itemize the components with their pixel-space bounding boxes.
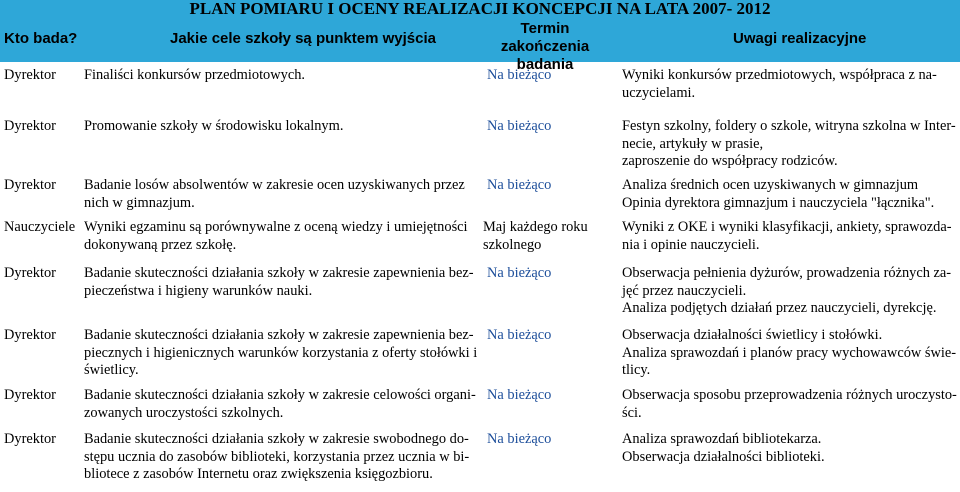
column-header-who: Kto bada?	[4, 30, 78, 47]
column-header-notes: Uwagi realizacyjne	[733, 30, 867, 47]
cell-who: Dyrektor	[4, 177, 56, 193]
cell-who: Nauczyciele	[4, 219, 76, 235]
cell-goal: Badanie skuteczności działania szkoły w zakresie celowości organi- zowanych uroczystości szkolnych.	[84, 387, 476, 421]
cell-term: Na bieżąco	[487, 387, 552, 403]
cell-note: Wyniki konkursów przedmiotowych, współpraca z na- uczycielami.	[622, 67, 937, 101]
cell-who: Dyrektor	[4, 118, 56, 134]
cell-who: Dyrektor	[4, 431, 56, 447]
cell-term: Na bieżąco	[487, 265, 552, 281]
cell-goal: Wyniki egzaminu są porównywalne z oceną wiedzy i umiejętności dokonywaną przez szkołę.	[84, 219, 468, 253]
cell-term: Na bieżąco	[487, 177, 552, 193]
header-bar	[0, 0, 960, 73]
column-header-goals: Jakie cele szkoły są punktem wyjścia	[170, 30, 436, 47]
cell-goal: Badanie skuteczności działania szkoły w zakresie swobodnego do- stępu ucznia do zasobów biblioteki, korzystania przez ucznia w bi- bliotece z zasobów Internetu oraz zwiększenia księgozbioru.	[84, 431, 470, 482]
cell-term: Na bieżąco	[487, 327, 552, 343]
cell-term: Na bieżąco	[487, 67, 552, 83]
cell-who: Dyrektor	[4, 67, 56, 83]
cell-goal: Badanie skuteczności działania szkoły w zakresie zapewnienia bez- piecznych i higienicznych warunków korzystania z oferty stołówki i świetlicy.	[84, 327, 478, 378]
column-header-term: Termin zakończenia badania	[500, 20, 590, 73]
cell-note: Wyniki z OKE i wyniki klasyfikacji, ankiety, sprawozda- nia i opinie nauczycieli.	[622, 219, 952, 253]
cell-term: Maj każdego roku szkolnego	[483, 219, 588, 253]
cell-goal: Promowanie szkoły w środowisku lokalnym.	[84, 118, 344, 134]
cell-who: Dyrektor	[4, 265, 56, 281]
cell-note: Festyn szkolny, foldery o szkole, witryna szkolna w Inter- necie, artykuły w prasie, zaproszenie do współpracy rodziców.	[622, 118, 956, 169]
cell-note: Analiza średnich ocen uzyskiwanych w gimnazjum Opinia dyrektora gimnazjum i nauczyciela "łącznika".	[622, 177, 935, 211]
cell-term: Na bieżąco	[487, 431, 552, 447]
cell-note: Analiza sprawozdań bibliotekarza. Obserwacja działalności biblioteki.	[622, 431, 825, 465]
cell-goal: Badanie losów absolwentów w zakresie ocen uzyskiwanych przez nich w gimnazjum.	[84, 177, 465, 211]
cell-who: Dyrektor	[4, 327, 56, 343]
cell-goal: Finaliści konkursów przedmiotowych.	[84, 67, 306, 83]
cell-note: Obserwacja pełnienia dyżurów, prowadzenia różnych za- jęć przez nauczycieli. Analiza podjętych działań przez nauczycieli, dyrekcję.	[622, 265, 952, 316]
cell-term: Na bieżąco	[487, 118, 552, 134]
cell-note: Obserwacja sposobu przeprowadzenia różnych uroczysto- ści.	[622, 387, 957, 421]
cell-goal: Badanie skuteczności działania szkoły w zakresie zapewnienia bez- pieczeństwa i higieny warunków nauki.	[84, 265, 474, 299]
cell-who: Dyrektor	[4, 387, 56, 403]
page-title: PLAN POMIARU I OCENY REALIZACJI KONCEPCJI NA LATA 2007- 2012	[189, 0, 771, 18]
cell-note: Obserwacja działalności świetlicy i stołówki. Analiza sprawozdań i planów pracy wychowawców świe- tlicy.	[622, 327, 957, 378]
